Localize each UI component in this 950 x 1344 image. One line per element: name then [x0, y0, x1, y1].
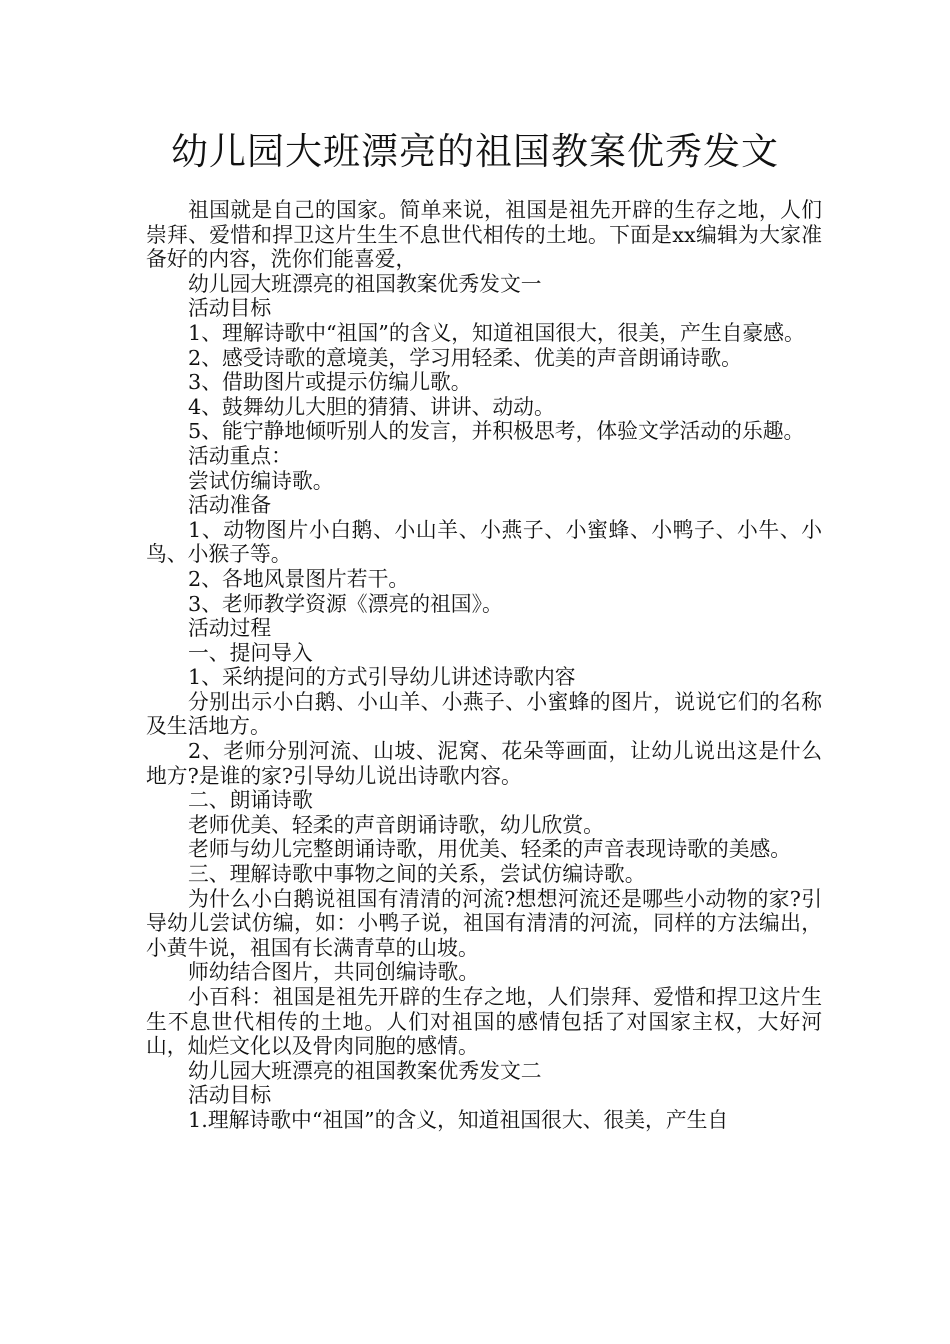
paragraph: 老师与幼儿完整朗诵诗歌，用优美、轻柔的声音表现诗歌的美感。 — [188, 837, 792, 862]
paragraph: 三、理解诗歌中事物之间的关系，尝试仿编诗歌。 — [188, 862, 646, 887]
paragraph: 4、鼓舞幼儿大胆的猜猜、讲讲、动动。 — [188, 394, 555, 419]
paragraph: 1、采纳提问的方式引导幼儿讲述诗歌内容 — [188, 665, 576, 690]
paragraph: 活动准备 — [188, 493, 272, 518]
paragraph: 为什么小白鹅说祖国有清清的河流?想想河流还是哪些小动物的家?引导幼儿尝试仿编，如：小鸭子说，祖国有清清的河流，同样的方法编出，小黄牛说，祖国有长满青草的山坡。 — [146, 886, 822, 960]
paragraph: 一、提问导入 — [188, 640, 313, 665]
paragraph: 1.理解诗歌中“祖国”的含义，知道祖国很大、很美，产生自 — [188, 1107, 729, 1132]
paragraph: 小百科：祖国是祖先开辟的生存之地，人们崇拜、爱惜和捍卫这片生生不息世代相传的土地。人们对祖国的感情包括了对国家主权，大好河山，灿烂文化以及骨肉同胞的感情。 — [146, 985, 822, 1059]
paragraph: 活动重点： — [188, 443, 292, 468]
paragraph: 师幼结合图片，共同创编诗歌。 — [188, 960, 480, 985]
paragraph: 活动过程 — [188, 616, 272, 641]
paragraph: 2、感受诗歌的意境美，学习用轻柔、优美的声音朗诵诗歌。 — [188, 345, 742, 370]
paragraph: 3、借助图片或提示仿编儿歌。 — [188, 370, 472, 395]
paragraph: 3、老师教学资源《漂亮的祖国》。 — [188, 591, 503, 616]
document-body — [146, 198, 822, 1133]
paragraph: 分别出示小白鹅、小山羊、小燕子、小蜜蜂的图片，说说它们的名称及生活地方。 — [146, 689, 822, 739]
paragraph: 活动目标 — [188, 1083, 272, 1108]
document-title: 幼儿园大班漂亮的祖国教案优秀发文 — [171, 130, 779, 173]
paragraph: 活动目标 — [188, 296, 272, 321]
paragraph: 祖国就是自己的国家。简单来说，祖国是祖先开辟的生存之地，人们崇拜、爱惜和捍卫这片生生不息世代相传的土地。下面是xx编辑为大家准备好的内容，洗你们能喜爱， — [146, 198, 822, 272]
paragraph: 老师优美、轻柔的声音朗诵诗歌，幼儿欣赏。 — [188, 812, 604, 837]
paragraph: 1、理解诗歌中“祖国”的含义，知道祖国很大，很美，产生自豪感。 — [188, 320, 805, 345]
paragraph: 2、各地风景图片若干。 — [188, 566, 410, 591]
paragraph: 5、能宁静地倾听别人的发言，并积极思考，体验文学活动的乐趣。 — [188, 419, 805, 444]
paragraph: 1、动物图片小白鹅、小山羊、小燕子、小蜜蜂、小鸭子、小牛、小鸟、小猴子等。 — [146, 517, 822, 567]
paragraph: 尝试仿编诗歌。 — [188, 468, 334, 493]
paragraph: 二、朗诵诗歌 — [188, 788, 313, 813]
paragraph: 幼儿园大班漂亮的祖国教案优秀发文一 — [188, 271, 542, 296]
paragraph: 2、老师分别河流、山坡、泥窝、花朵等画面，让幼儿说出这是什么地方?是谁的家?引导幼儿说出诗歌内容。 — [146, 739, 822, 788]
paragraph: 幼儿园大班漂亮的祖国教案优秀发文二 — [188, 1058, 542, 1083]
